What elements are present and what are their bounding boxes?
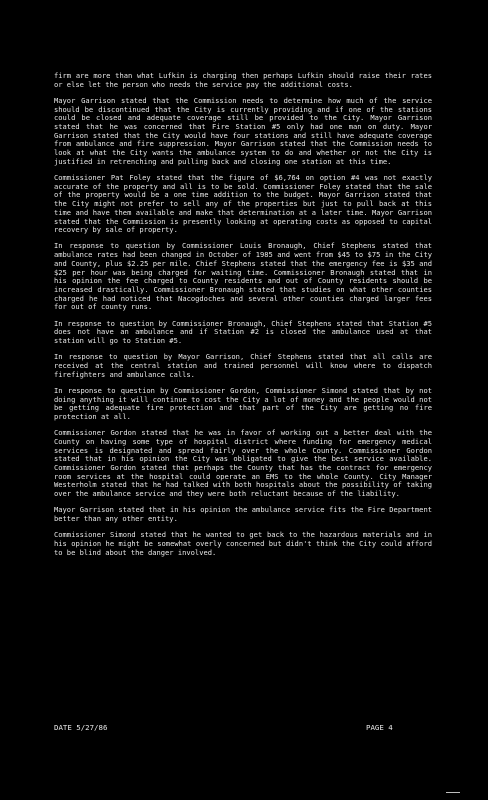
paragraph: In response to question by Commissioner Gordon, Commissioner Simond stated that by not doing anything it will continue to cost the City a lot of money and the people would not be getting adequate fire protection and that part of the City are getting no fire protection at all.: [54, 385, 432, 421]
paragraph: Mayor Garrison stated that in his opinion the ambulance service fits the Fire Department better than any other entity.: [54, 505, 432, 523]
paragraph: In response to question by Mayor Garrison, Chief Stephens stated that all calls are received at the central station and trained personnel will know where to dispatch firefighters and ambulance calls.: [54, 352, 432, 379]
paragraph: In response to question by Commissioner Louis Bronaugh, Chief Stephens stated that ambulance rates had been changed in October of 1985 and went from $45 to $75 in the City and County, plus $2.25 per mile. Chief Stephens stated that the emergency fee is $35 and $25 per hour was being charged for waiting time. Commissioner Bronaugh stated that in his opinion the fee charged to County residents and out of County residents should be increased drastically. Commissioner Bronaugh stated that studies on what other counties charged he had noticed that Nacogdoches and several other counties charged larger fees for out of county runs.: [54, 241, 432, 312]
paragraph: In response to question by Commissioner Bronaugh, Chief Stephens stated that Station #5 does not have an ambulance and if Station #2 is closed the ambulance used at that station will go to Station #5.: [54, 318, 432, 345]
document-body: [54, 72, 432, 565]
paragraph: Commissioner Gordon stated that he was in favor of working out a better deal with the County on having some type of hospital district where funding for emergency medical services is designated and spread fairly over the whole County. Commissioner Gordon stated that in his opinion the City was obligated to give the best service available. Commissioner Gordon stated that perhaps the County that has the contract for emergency room services at the hospital could operate an EMS to the whole County. City Manager Westerholm stated that he had talked with both hospitals about the possibility of taking over the ambulance service and they were both reluctant because of the liability.: [54, 428, 432, 499]
paragraph: Mayor Garrison stated that the Commission needs to determine how much of the service should be discontinued that the City is currently providing and if one of the stations could be closed and adequate coverage still be provided to the City. Mayor Garrison stated that he was concerned that Fire Station #5 only had one man on duty. Mayor Garrison stated that the City would have four stations and still have adequate coverage from ambulance and fire suppression. Mayor Garrison stated that the Commission needs to look at what the City wants the ambulance system to do and whether or not the City is justified in retrenching and pulling back and closing one station at this time.: [54, 95, 432, 166]
footer-date: DATE 5/27/86: [54, 723, 108, 732]
paragraph: Commissioner Pat Foley stated that the figure of $6,764 on option #4 was not exactly accurate of the property and all is to be sold. Commissioner Foley stated that the sale of the property would be a one time addition to the budget. Mayor Garrison stated that the City might not prefer to sell any of the properties but just to pull back at this time and have them available and make that determination at a later time. Mayor Garrison stated that the Commission is presently looking at operating costs as opposed to capital recovery by sale of property.: [54, 173, 432, 235]
paragraph: firm are more than what Lufkin is charging then perhaps Lufkin should raise their rates or else let the person who needs the service pay the additional costs.: [54, 71, 432, 89]
footer-page-number: PAGE 4: [366, 723, 393, 732]
scan-edge-mark: [446, 788, 460, 793]
paragraph: Commissioner Simond stated that he wanted to get back to the hazardous materials and in his opinion he might be somewhat overly concerned but didn't think the City could afford to be blind about the danger involved.: [54, 530, 432, 557]
